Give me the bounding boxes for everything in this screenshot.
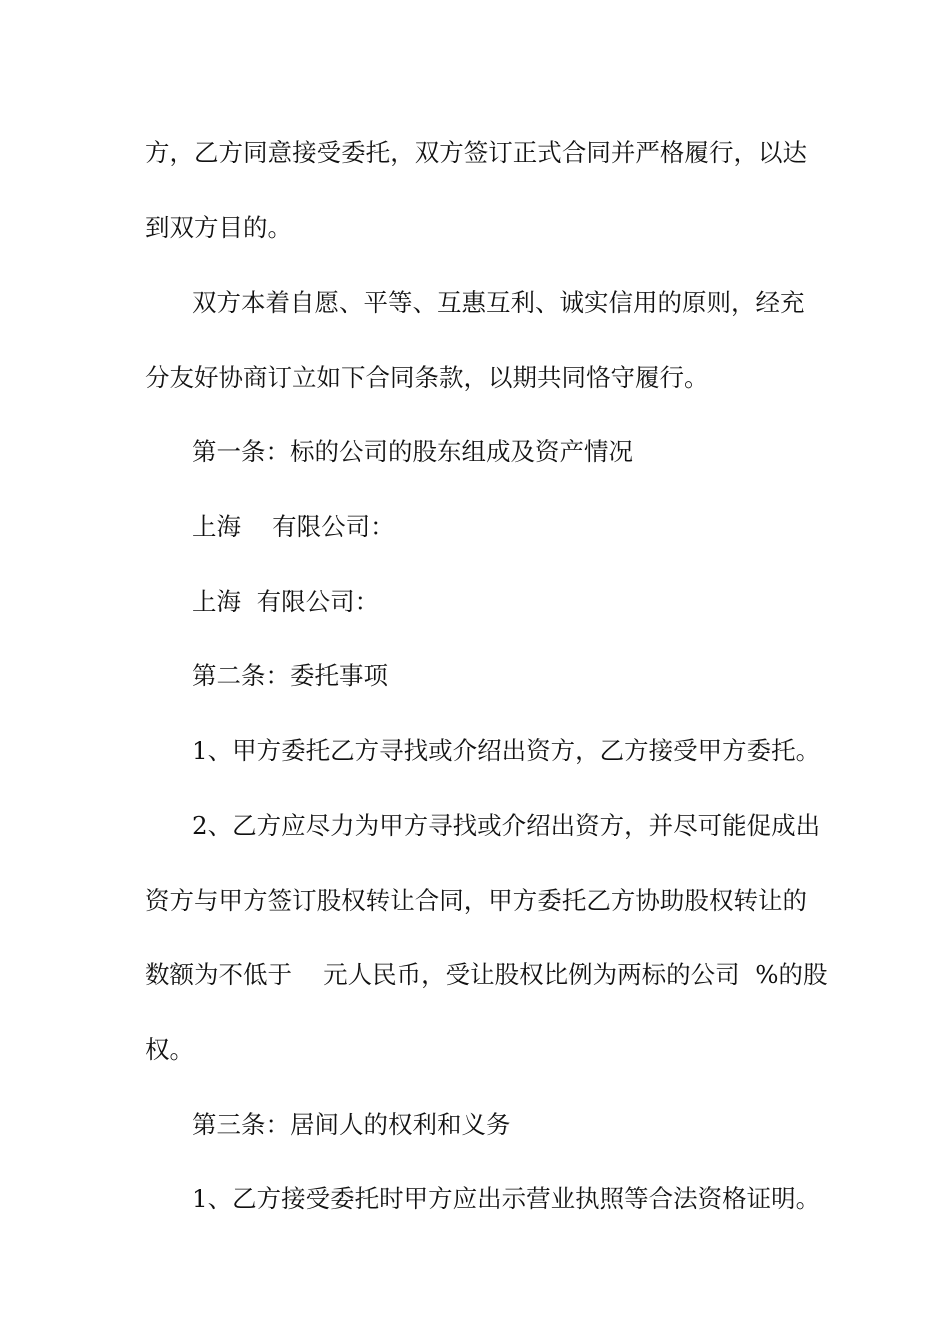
paragraph-line: 分友好协商订立如下合同条款，以期共同恪守履行。 [145,363,709,392]
paragraph-line: 2、乙方应尽力为甲方寻找或介绍出资方，并尽可能促成出 [192,811,821,840]
paragraph-line: 上海 有限公司： [192,512,395,541]
section-heading: 第一条：标的公司的股东组成及资产情况 [192,437,633,466]
paragraph-line: 1、甲方委托乙方寻找或介绍出资方，乙方接受甲方委托。 [192,736,821,765]
paragraph-line: 上海 有限公司： [192,587,380,616]
paragraph-line: 方，乙方同意接受委托，双方签订正式合同并严格履行，以达 [145,138,807,167]
paragraph-line: 到双方目的。 [145,213,292,242]
paragraph-line: 权。 [145,1035,194,1064]
section-heading: 第二条：委托事项 [192,661,388,690]
paragraph-line: 数额为不低于 元人民币，受让股权比例为两标的公司 %的股 [145,960,828,989]
section-heading: 第三条：居间人的权利和义务 [192,1110,511,1139]
paragraph-line: 双方本着自愿、平等、互惠互利、诚实信用的原则，经充 [192,288,805,317]
paragraph-line: 1、乙方接受委托时甲方应出示营业执照等合法资格证明。 [192,1184,821,1213]
paragraph-line: 资方与甲方签订股权转让合同，甲方委托乙方协助股权转让的 [145,886,807,915]
